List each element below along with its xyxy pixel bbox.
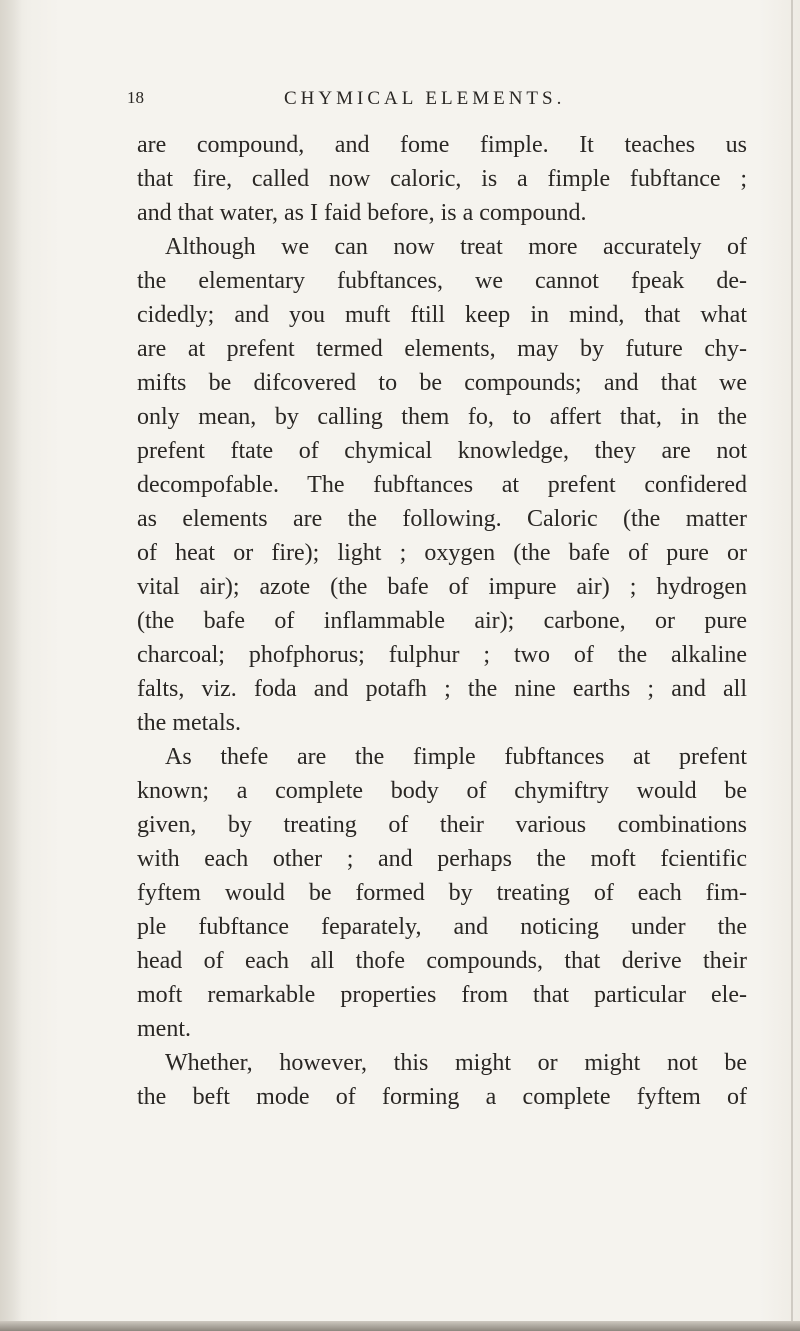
- text-line: the beft mode of forming a complete fyftem of: [137, 1084, 747, 1110]
- text-line: with each other ; and perhaps the moft fcientific: [137, 846, 747, 872]
- text-line: given, by treating of their various combinations: [137, 812, 747, 838]
- text-line: only mean, by calling them fo, to affert that, in the: [137, 404, 747, 430]
- text-line: are compound, and fome fimple. It teaches us: [137, 132, 747, 158]
- page-edge-rule: [791, 0, 793, 1331]
- text-line: moft remarkable properties from that particular ele-: [137, 982, 747, 1008]
- text-line: As thefe are the fimple fubftances at prefent: [165, 744, 747, 770]
- page-header: [127, 88, 747, 118]
- body-text: [137, 128, 747, 1114]
- text-line: mifts be difcovered to be compounds; and that we: [137, 370, 747, 396]
- page-bottom-edge: [0, 1321, 800, 1331]
- text-line: decompofable. The fubftances at prefent confidered: [137, 472, 747, 498]
- text-line: prefent ftate of chymical knowledge, they are not: [137, 438, 747, 464]
- text-line: as elements are the following. Caloric (the matter: [137, 506, 747, 532]
- text-line: Whether, however, this might or might not be: [165, 1050, 747, 1076]
- text-line: known; a complete body of chymiftry would be: [137, 778, 747, 804]
- text-line: and that water, as I faid before, is a compound.: [137, 200, 587, 226]
- text-line: head of each all thofe compounds, that derive their: [137, 948, 747, 974]
- text-line: ment.: [137, 1016, 191, 1042]
- text-line: of heat or fire); light ; oxygen (the bafe of pure or: [137, 540, 747, 566]
- text-line: falts, viz. foda and potafh ; the nine earths ; and all: [137, 676, 747, 702]
- text-line: are at prefent termed elements, may by future chy-: [137, 336, 747, 362]
- page-gutter-shadow: [0, 0, 22, 1331]
- text-line: that fire, called now caloric, is a fimple fubftance ;: [137, 166, 747, 192]
- text-line: ple fubftance feparately, and noticing under the: [137, 914, 747, 940]
- text-line: (the bafe of inflammable air); carbone, or pure: [137, 608, 747, 634]
- text-line: fyftem would be formed by treating of each fim-: [137, 880, 747, 906]
- text-line: charcoal; phofphorus; fulphur ; two of the alkaline: [137, 642, 747, 668]
- text-line: the elementary fubftances, we cannot fpeak de-: [137, 268, 747, 294]
- text-line: vital air); azote (the bafe of impure air) ; hydrogen: [137, 574, 747, 600]
- page-number: 18: [127, 88, 144, 107]
- running-head: CHYMICAL ELEMENTS.: [284, 88, 566, 109]
- text-line: cidedly; and you muft ftill keep in mind, that what: [137, 302, 747, 328]
- text-line: the metals.: [137, 710, 241, 736]
- text-line: Although we can now treat more accurately of: [165, 234, 747, 260]
